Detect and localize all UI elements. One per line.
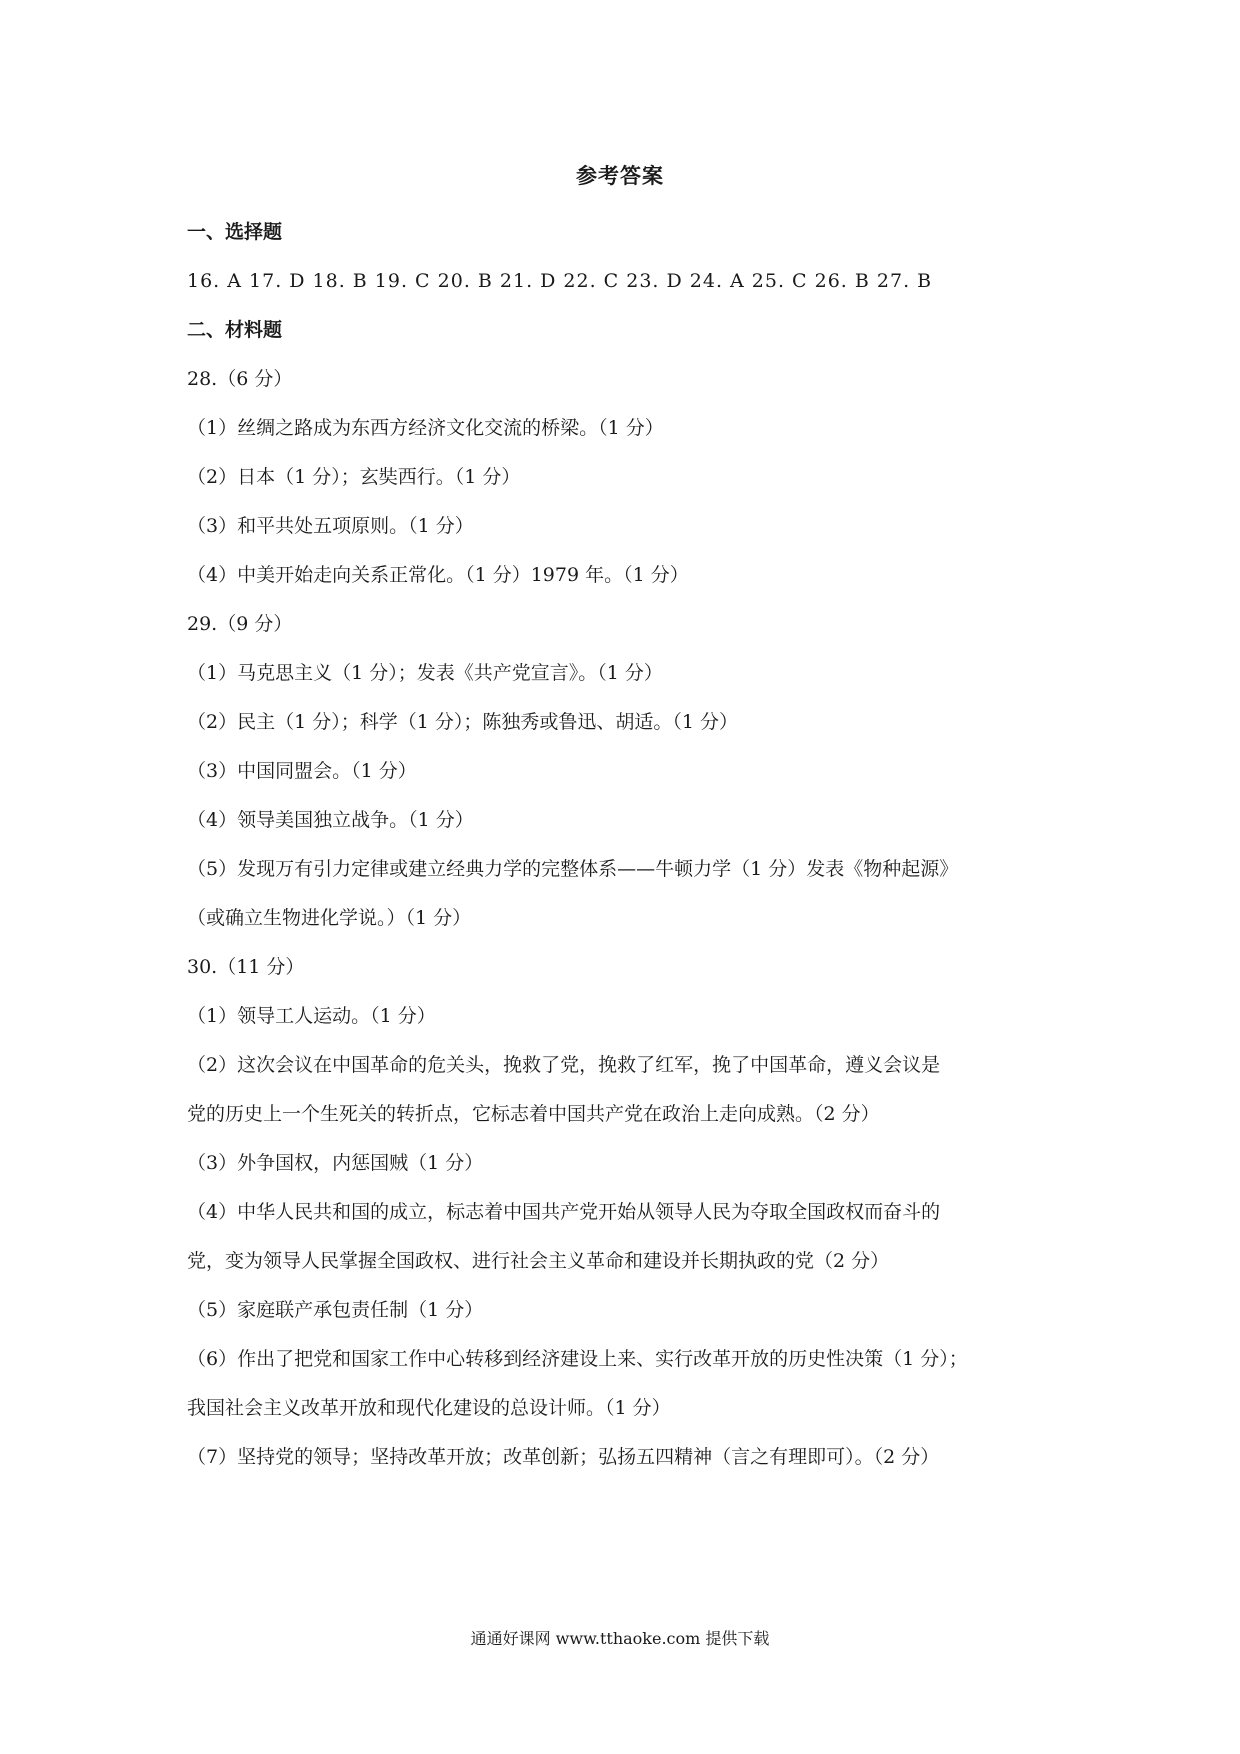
question-30-answer-5: （5）家庭联产承包责任制（1 分） bbox=[187, 1299, 484, 1321]
page-title: 参考答案 bbox=[576, 163, 664, 188]
question-29-answer-4: （4）领导美国独立战争。（1 分） bbox=[187, 809, 474, 831]
question-29-answer-3: （3）中国同盟会。（1 分） bbox=[187, 760, 417, 782]
question-29-answer-2: （2）民主（1 分）；科学（1 分）；陈独秀或鲁迅、胡适。（1 分） bbox=[187, 711, 738, 733]
section-heading-material: 二、材料题 bbox=[187, 319, 283, 341]
question-28-answer-2: （2）日本（1 分）；玄奘西行。（1 分） bbox=[187, 466, 521, 488]
question-28-answer-1: （1）丝绸之路成为东西方经济文化交流的桥梁。（1 分） bbox=[187, 417, 664, 439]
question-30-answer-1: （1）领导工人运动。（1 分） bbox=[187, 1005, 436, 1027]
question-30-answer-4-line-2: 党，变为领导人民掌握全国政权、进行社会主义革命和建设并长期执政的党（2 分） bbox=[187, 1250, 890, 1272]
question-28-answer-4: （4）中美开始走向关系正常化。（1 分）1979 年。（1 分） bbox=[187, 564, 689, 586]
question-30-answer-7: （7）坚持党的领导；坚持改革开放；改革创新；弘扬五四精神（言之有理即可）。（2 分） bbox=[187, 1446, 940, 1468]
question-29-answer-1: （1）马克思主义（1 分）；发表《共产党宣言》。（1 分） bbox=[187, 662, 663, 684]
question-28-answer-3: （3）和平共处五项原则。（1 分） bbox=[187, 515, 474, 537]
answer-content bbox=[187, 208, 1067, 1482]
question-30-answer-6-line-2: 我国社会主义改革开放和现代化建设的总设计师。（1 分） bbox=[187, 1397, 671, 1419]
section-heading-choice: 一、选择题 bbox=[187, 221, 283, 243]
question-30-answer-4-line-1: （4）中华人民共和国的成立，标志着中国共产党开始从领导人民为夺取全国政权而奋斗的 bbox=[187, 1201, 941, 1223]
page-footer: 通通好课网 www.tthaoke.com 提供下载 bbox=[470, 1629, 770, 1648]
choice-answers: 16. A 17. D 18. B 19. C 20. B 21. D 22. C 23. D 24. A 25. C 26. B 27. B bbox=[187, 270, 933, 292]
question-30-answer-6-line-1: （6）作出了把党和国家工作中心转移到经济建设上来、实行改革开放的历史性决策（1 分）； bbox=[187, 1348, 968, 1370]
question-30-header: 30.（11 分） bbox=[187, 956, 305, 978]
question-30-answer-2-line-2: 党的历史上一个生死关的转折点，它标志着中国共产党在政治上走向成熟。（2 分） bbox=[187, 1103, 880, 1125]
question-30-answer-2-line-1: （2）这次会议在中国革命的危关头，挽救了党，挽救了红军，挽了中国革命，遵义会议是 bbox=[187, 1054, 941, 1076]
question-30-answer-3: （3）外争国权，内惩国贼（1 分） bbox=[187, 1152, 484, 1174]
question-29-header: 29.（9 分） bbox=[187, 613, 293, 635]
question-29-answer-5-line-2: （或确立生物进化学说。）（1 分） bbox=[187, 907, 472, 929]
question-28-header: 28.（6 分） bbox=[187, 368, 293, 390]
question-29-answer-5-line-1: （5）发现万有引力定律或建立经典力学的完整体系——牛顿力学（1 分）发表《物种起源》 bbox=[187, 858, 959, 880]
